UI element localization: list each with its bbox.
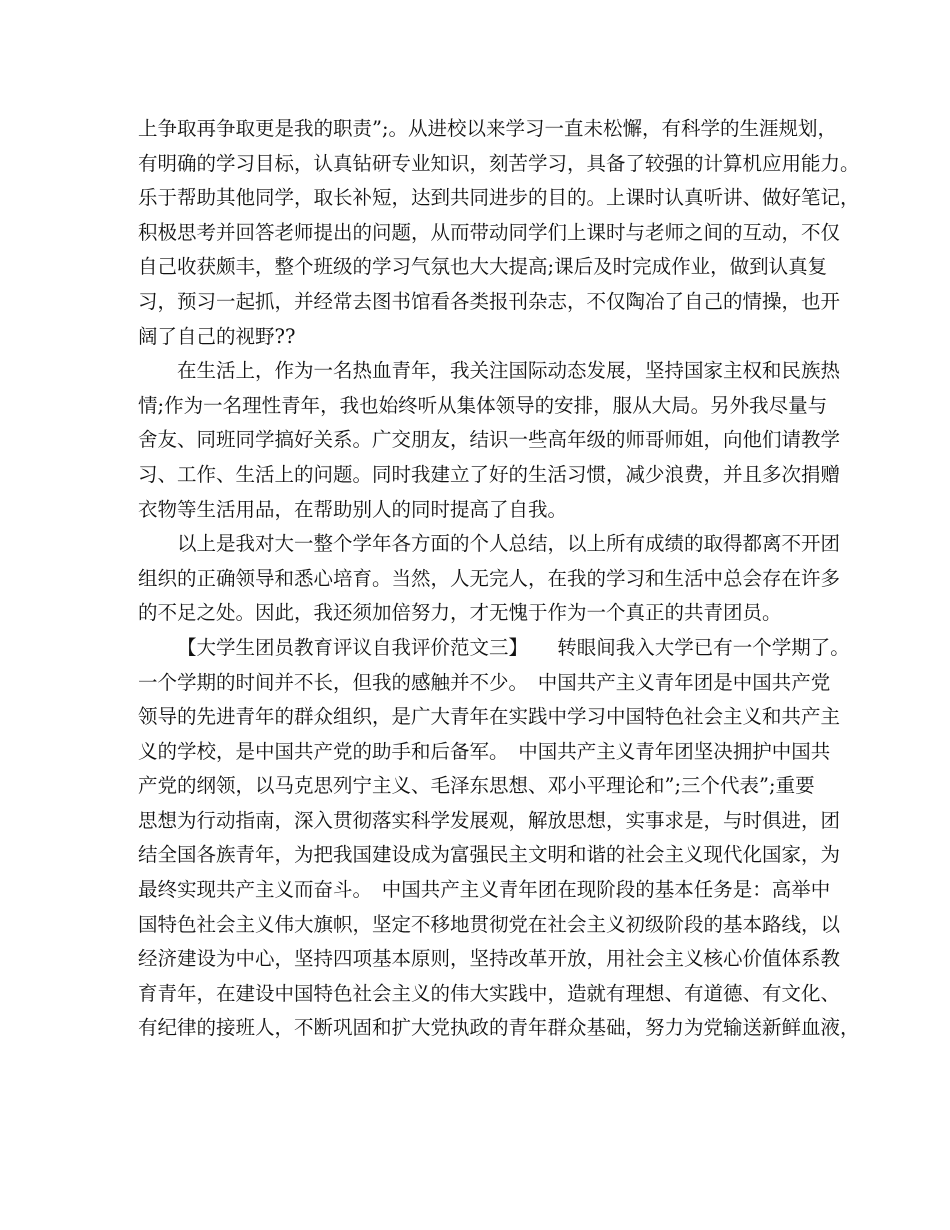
paragraph-start-line: 以上是我对大一整个学年各方面的个人总结，以上所有成绩的取得都离不开团	[177, 532, 841, 556]
paragraph-start-line: 在生活上，作为一名热血青年，我关注国际动态发展，坚持国家主权和民族热	[177, 359, 841, 383]
text-line: 的不足之处。因此，我还须加倍努力，才无愧于作为一个真正的共青团员。	[138, 601, 782, 625]
text-line: 自己收获颇丰，整个班级的学习气氛也大大提高;课后及时完成作业，做到认真复	[138, 255, 828, 279]
text-line: 衣物等生活用品，在帮助别人的同时提高了自我。	[138, 497, 568, 521]
text-line: 领导的先进青年的群众组织，是广大青年在实践中学习中国特色社会主义和共产主	[138, 705, 841, 729]
text-line: 国特色社会主义伟大旗帜，坚定不移地贯彻党在社会主义初级阶段的基本路线，以	[138, 912, 841, 936]
text-line: 阔了自己的视野??	[138, 324, 296, 348]
text-line: 经济建设为中心，坚持四项基本原则，坚持改革开放，用社会主义核心价值体系教	[138, 947, 841, 971]
text-line: 舍友、同班同学搞好关系。广交朋友，结识一些高年级的师哥师姐，向他们请教学	[138, 428, 841, 452]
text-line: 结全国各族青年，为把我国建设成为富强民主文明和谐的社会主义现代化国家，为	[138, 843, 841, 867]
text-line: 思想为行动指南，深入贯彻落实科学发展观，解放思想，实事求是，与时俱进，团	[138, 808, 841, 832]
text-line: 育青年，在建设中国特色社会主义的伟大实践中，造就有理想、有道德、有文化、	[138, 981, 841, 1005]
text-line: 最终实现共产主义而奋斗。 中国共产主义青年团在现阶段的基本任务是：高举中	[138, 878, 831, 902]
text-line: 有纪律的接班人，不断巩固和扩大党执政的青年群众基础，努力为党输送新鲜血液，	[138, 1016, 860, 1040]
section-heading-line: 【大学生团员教育评议自我评价范文三】 转眼间我入大学已有一个学期了。	[177, 635, 850, 659]
text-line: 习，预习一起抓，并经常去图书馆看各类报刊杂志，不仅陶冶了自己的情操，也开	[138, 289, 841, 313]
text-line: 习、工作、生活上的问题。同时我建立了好的生活习惯，减少浪费，并且多次捐赠	[138, 462, 841, 486]
text-line: 组织的正确领导和悉心培育。当然，人无完人，在我的学习和生活中总会存在许多	[138, 566, 841, 590]
text-line: 积极思考并回答老师提出的问题，从而带动同学们上课时与老师之间的互动，不仅	[138, 220, 841, 244]
document-body	[138, 112, 860, 1046]
text-line: 义的学校，是中国共产党的助手和后备军。 中国共产主义青年团坚决拥护中国共	[138, 739, 831, 763]
text-line: 上争取再争取更是我的职责”;。从进校以来学习一直未松懈，有科学的生涯规划，	[138, 117, 838, 140]
text-line: 有明确的学习目标，认真钻研专业知识，刻苦学习，具备了较强的计算机应用能力。	[138, 151, 860, 175]
text-line: 乐于帮助其他同学，取长补短，达到共同进步的目的。上课时认真听讲、做好笔记，	[138, 186, 860, 210]
text-line: 产党的纲领，以马克思列宁主义、毛泽东思想、邓小平理论和”;三个代表”;重要	[138, 774, 815, 798]
text-line: 情;作为一名理性青年，我也始终听从集体领导的安排，服从大局。另外我尽量与	[138, 393, 828, 417]
text-line: 一个学期的时间并不长，但我的感触并不少。 中国共产主义青年团是中国共产党	[138, 670, 831, 694]
